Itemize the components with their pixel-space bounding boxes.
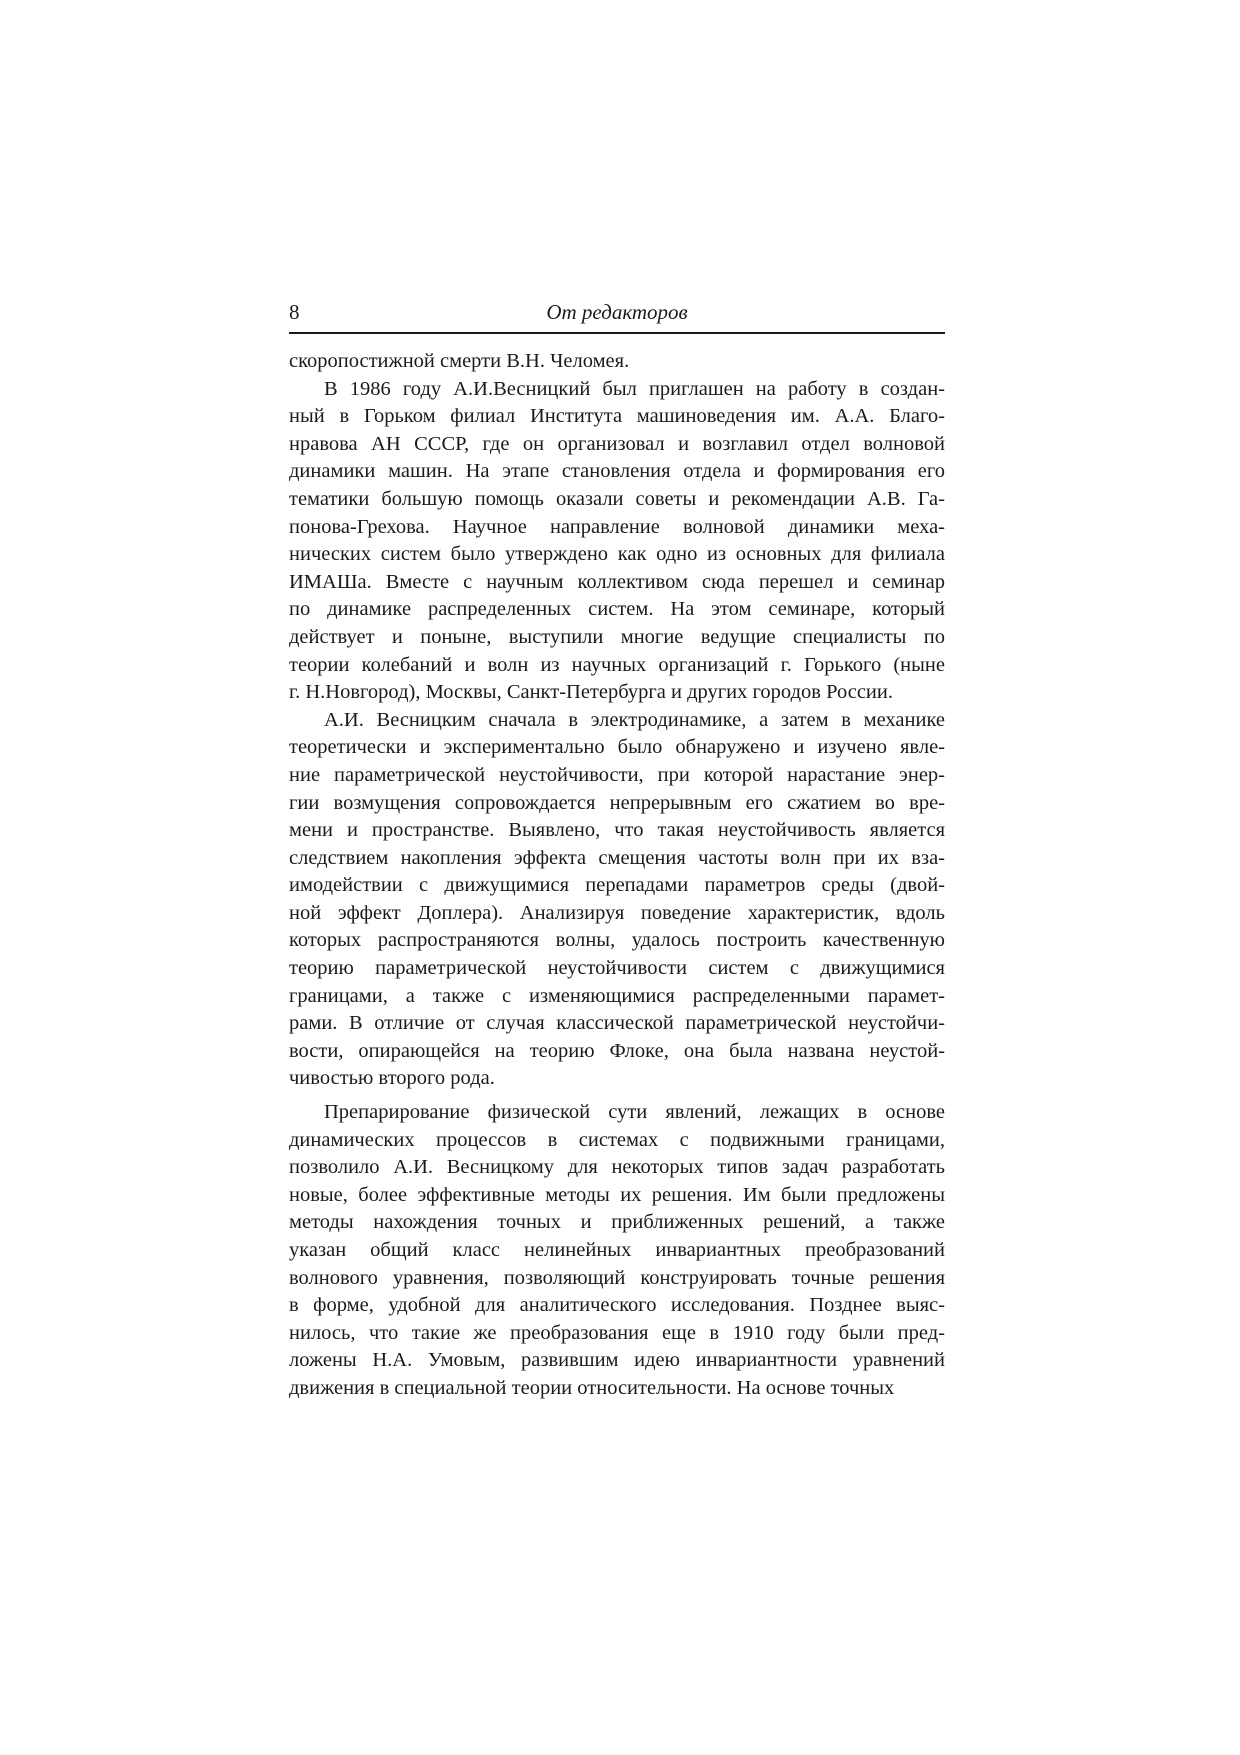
- text-line: новые, более эффективные методы их решения. Им были предложены: [289, 1183, 945, 1206]
- text-line: движения в специальной теории относительности. На основе точных: [289, 1376, 895, 1399]
- paragraph: [289, 376, 945, 707]
- text-line: позволило А.И. Весницкому для некоторых типов задач разработать: [289, 1156, 945, 1179]
- text-line: ние параметрической неустойчивости, при которой нарастание энер-: [289, 763, 945, 786]
- paragraph: [289, 348, 945, 376]
- text-line: в форме, удобной для аналитического исследования. Позднее выяс-: [289, 1294, 945, 1317]
- running-header: [289, 296, 945, 334]
- text-line: ИМАШа. Вместе с научным коллективом сюда перешел и семинар: [289, 570, 945, 593]
- text-line: указан общий класс нелинейных инвариантных преобразований: [289, 1239, 945, 1261]
- body-text: [289, 348, 945, 1403]
- text-line: Препарирование физической сути явлений, лежащих в основе: [324, 1101, 945, 1124]
- paragraph: [289, 707, 945, 1093]
- text-line: ной эффект Доплера). Анализируя поведение характеристик, вдоль: [289, 901, 945, 924]
- text-line: чивостью второго рода.: [289, 1067, 495, 1090]
- text-line: волнового уравнения, позволяющий конструировать точные решения: [289, 1266, 945, 1289]
- text-line: гии возмущения сопровождается непрерывным его сжатием во вре-: [289, 791, 945, 814]
- text-line: мени и пространстве. Выявлено, что такая неустойчивость является: [289, 819, 945, 842]
- text-line: А.И. Весницким сначала в электродинамике, а затем в механике: [324, 708, 945, 731]
- text-line: имодействии с движущимися перепадами параметров среды (двой-: [289, 874, 945, 897]
- text-line: нических систем было утверждено как одно из основных для филиала: [289, 543, 945, 566]
- running-title: От редакторов: [546, 300, 688, 324]
- text-line: действует и поныне, выступили многие ведущие специалисты по: [289, 625, 945, 648]
- text-line: нравова АН СССР, где он организовал и возглавил отдел волновой: [289, 432, 945, 455]
- text-line: методы нахождения точных и приближенных решений, а также: [289, 1211, 945, 1234]
- text-line: теоретически и экспериментально было обнаружено и изучено явле-: [289, 736, 945, 759]
- text-line: динамических процессов в системах с подвижными границами,: [289, 1128, 945, 1151]
- text-line: тематики большую помощь оказали советы и рекомендации А.В. Га-: [289, 487, 945, 510]
- text-line: границами, а также с изменяющимися распределенными парамет-: [289, 984, 945, 1007]
- paragraph: [289, 1099, 945, 1403]
- text-line: ный в Горьком филиал Института машиноведения им. А.А. Благо-: [289, 405, 945, 428]
- text-line: теорию параметрической неустойчивости систем с движущимися: [289, 957, 945, 980]
- text-line: нилось, что такие же преобразования еще в 1910 году были пред-: [289, 1321, 945, 1344]
- text-line: ложены Н.А. Умовым, развившим идею инвариантности уравнений: [289, 1349, 945, 1372]
- text-line: следствием накопления эффекта смещения частоты волн при их вза-: [289, 846, 945, 869]
- text-line: скоропостижной смерти В.Н. Челомея.: [289, 350, 630, 372]
- text-line: В 1986 году А.И.Весницкий был приглашен на работу в создан-: [324, 377, 945, 400]
- text-line: вости, опирающейся на теорию Флоке, она была названа неустой-: [289, 1039, 945, 1062]
- text-line: по динамике распределенных систем. На этом семинаре, который: [289, 598, 945, 621]
- text-line: г. Н.Новгород), Москвы, Санкт-Петербурга и других городов России.: [289, 681, 893, 704]
- text-line: которых распространяются волны, удалось построить качественную: [289, 929, 945, 952]
- text-line: динамики машин. На этапе становления отдела и формирования его: [289, 460, 945, 483]
- text-line: понова-Грехова. Научное направление волновой динамики меха-: [289, 515, 945, 538]
- page-number: 8: [289, 300, 300, 324]
- text-line: рами. В отличие от случая классической параметрической неустойчи-: [289, 1012, 945, 1035]
- text-line: теории колебаний и волн из научных организаций г. Горького (ныне: [289, 653, 945, 676]
